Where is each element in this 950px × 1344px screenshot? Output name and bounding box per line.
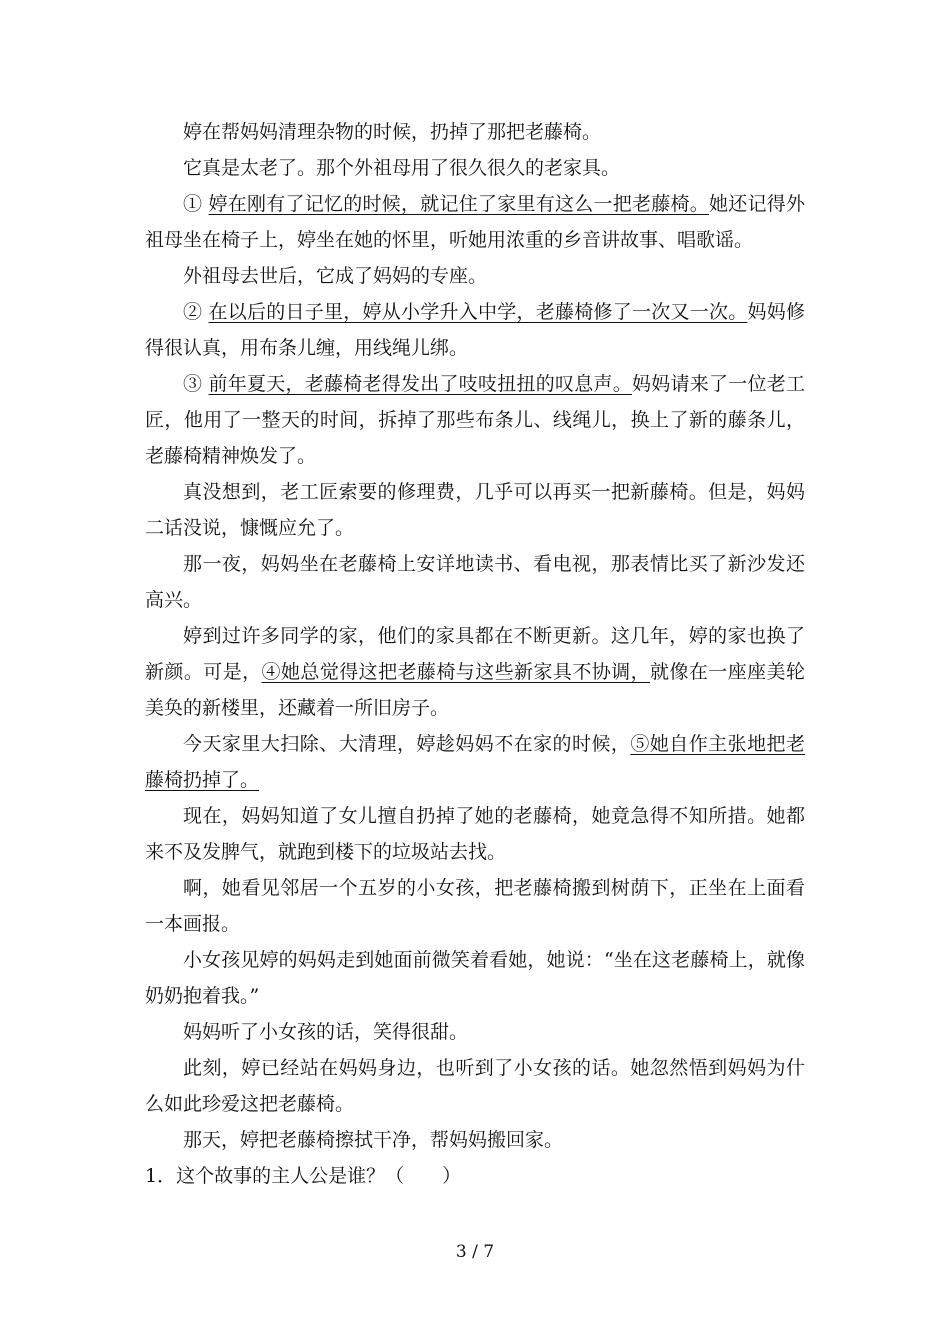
- marker-1: ①: [183, 193, 203, 215]
- paragraph-15: 此刻，婷已经站在妈妈身边，也听到了小女孩的话。她忽然悟到妈妈为什么如此珍爱这把老藤椅。: [145, 1057, 805, 1115]
- paragraph-6: ③ 前年夏天，老藤椅老得发出了吱吱扭扭的叹息声。妈妈请来了一位老工匠，他用了一整天的时间，拆掉了那些布条儿、线绳儿，换上了新的藤条儿，老藤椅精神焕发了。: [145, 373, 805, 467]
- underlined-sentence-4: ④她总觉得这把老藤椅与这些新家具不协调，: [261, 661, 651, 683]
- page-number: 3 / 7: [455, 1242, 495, 1262]
- paragraph-8: 那一夜，妈妈坐在老藤椅上安详地读书、看电视，那表情比买了新沙发还高兴。: [145, 553, 805, 611]
- underlined-sentence-3: 前年夏天，老藤椅老得发出了吱吱扭扭的叹息声。: [208, 373, 632, 395]
- paragraph-10: 今天家里大扫除、大清理，婷趁妈妈不在家的时候，⑤她自作主张地把老藤椅扔掉了。: [145, 733, 805, 791]
- paragraph-7: 真没想到，老工匠索要的修理费，几乎可以再买一把新藤椅。但是，妈妈二话没说，慷慨应允了。: [145, 481, 805, 539]
- paragraph-2: 它真是太老了。那个外祖母用了很久很久的老家具。: [183, 157, 621, 179]
- paragraph-16: 那天，婷把老藤椅擦拭干净，帮妈妈搬回家。: [183, 1129, 564, 1151]
- paragraph-11: 现在，妈妈知道了女儿擅自扔掉了她的老藤椅，她竟急得不知所措。她都来不及发脾气，就跑到楼下的垃圾站去找。: [145, 805, 805, 863]
- paragraph-13: 小女孩见婷的妈妈走到她面前微笑着看她，她说：“坐在这老藤椅上，就像奶奶抱着我。”: [145, 949, 805, 1007]
- underlined-sentence-1: 婷在刚有了记忆的时候，就记住了家里有这么一把老藤椅。: [208, 193, 709, 215]
- marker-2: ②: [183, 301, 203, 323]
- underlined-sentence-5: ⑤她自作主张地把老藤椅扔掉了。: [145, 733, 805, 791]
- paragraph-3: ① 婷在刚有了记忆的时候，就记住了家里有这么一把老藤椅。她还记得外祖母坐在椅子上，婷坐在她的怀里，听她用浓重的乡音讲故事、唱歌谣。: [145, 193, 805, 251]
- question-1: 1．这个故事的主人公是谁？（ ）: [145, 1165, 462, 1187]
- document-body: [145, 114, 805, 1194]
- paragraph-4: 外祖母去世后，它成了妈妈的专座。: [183, 265, 488, 287]
- paragraph-1: 婷在帮妈妈清理杂物的时候，扔掉了那把老藤椅。: [183, 121, 602, 143]
- paragraph-14: 妈妈听了小女孩的话，笑得很甜。: [183, 1021, 469, 1043]
- paragraph-12: 啊，她看见邻居一个五岁的小女孩，把老藤椅搬到树荫下，正坐在上面看一本画报。: [145, 877, 805, 935]
- marker-3: ③: [183, 373, 203, 395]
- paragraph-5: ② 在以后的日子里，婷从小学升入中学，老藤椅修了一次又一次。妈妈修得很认真，用布条儿缠，用线绳儿绑。: [145, 301, 805, 359]
- underlined-sentence-2: 在以后的日子里，婷从小学升入中学，老藤椅修了一次又一次。: [208, 301, 748, 323]
- paragraph-9: 婷到过许多同学的家，他们的家具都在不断更新。这几年，婷的家也换了新颜。可是，④她总觉得这把老藤椅与这些新家具不协调，就像在一座座美轮美奂的新楼里，还藏着一所旧房子。: [145, 625, 805, 719]
